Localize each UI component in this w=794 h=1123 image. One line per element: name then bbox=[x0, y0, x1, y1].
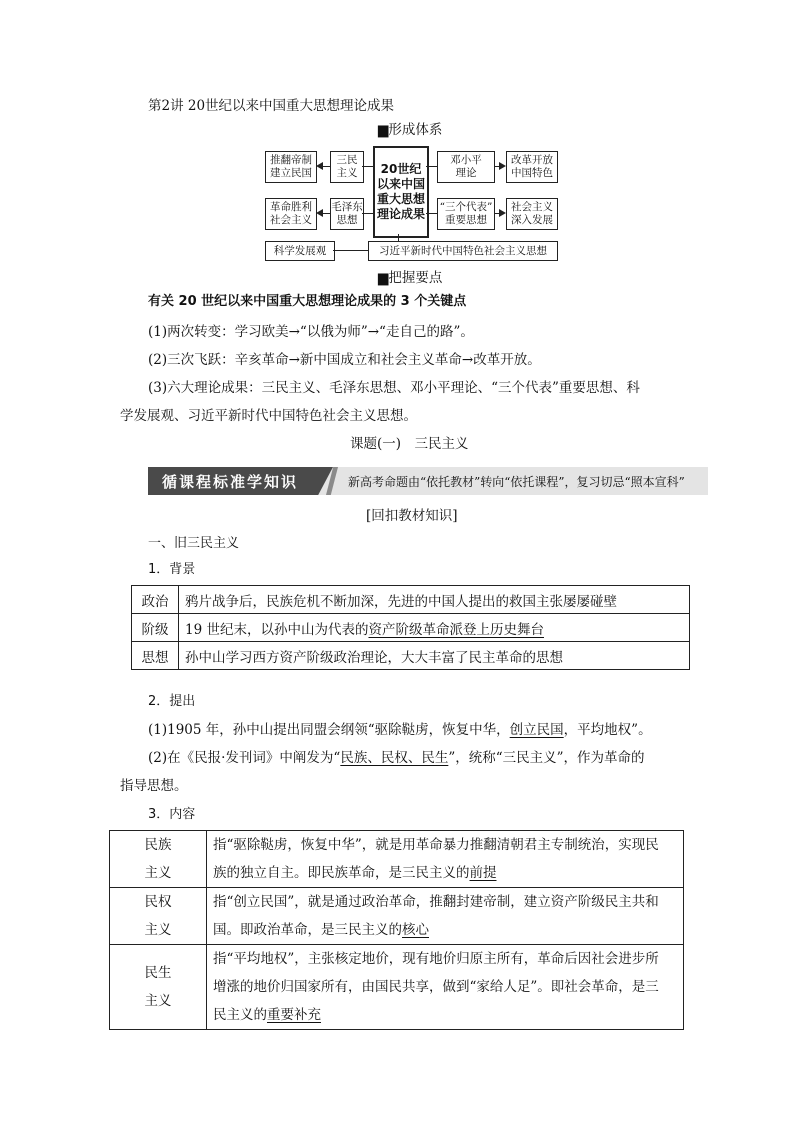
connector bbox=[322, 166, 330, 167]
page-title: 第2讲 20世纪以来中国重大思想理论成果 bbox=[148, 98, 395, 114]
table-cell-label: 思想 bbox=[132, 642, 179, 670]
table-cell-label: 民权 主义 bbox=[110, 888, 207, 945]
table-cell-label: 阶级 bbox=[132, 614, 179, 642]
keypoints-heading: 有关 20 世纪以来中国重大思想理论成果的 3 个关键点 bbox=[148, 294, 467, 309]
section-heading-keypoints: ▆把握要点 bbox=[378, 270, 443, 286]
connector bbox=[426, 213, 437, 214]
table-row bbox=[110, 831, 684, 888]
lesson-title: 课题(一) 三民主义 bbox=[350, 436, 469, 452]
diagram-row2-right: “三个代表” 重要思想 bbox=[437, 198, 495, 230]
propose-p2: (2)在《民报·发刊词》中阐发为“民族、民权、民生”，统称“三民主义”，作为革命的 bbox=[148, 750, 645, 766]
sub-heading: [回扣教材知识] bbox=[366, 508, 458, 524]
connector bbox=[333, 250, 368, 251]
connector bbox=[322, 213, 330, 214]
table-cell: 孙中山学习西方资产阶级政治理论，大大丰富了民主革命的思想 bbox=[179, 642, 690, 670]
diagram-bottom-left: 科学发展观 bbox=[265, 241, 335, 261]
diagram-row1-far: 改革开放 中国特色 bbox=[506, 151, 558, 183]
diagram-row1-right: 邓小平 理论 bbox=[437, 151, 495, 183]
diagram-row2-mid: 毛泽东 思想 bbox=[330, 198, 364, 230]
table-row bbox=[110, 945, 684, 1030]
banner-text: 新高考命题由“依托教材”转向“依托课程”，复习切忌“照本宣科” bbox=[348, 475, 685, 489]
diagram-row2-left: 革命胜利 社会主义 bbox=[265, 198, 317, 230]
diagram-center: 20世纪以来中国重大思想理论成果 bbox=[373, 146, 429, 238]
background-heading: 1．背景 bbox=[148, 562, 196, 577]
keypoint-1: (1)两次转变：学习欧美→“以俄为师”→“走自己的路”。 bbox=[148, 324, 474, 340]
table-cell: 鸦片战争后，民族危机不断加深，先进的中国人提出的救国主张屡屡碰壁 bbox=[179, 586, 690, 614]
connector bbox=[398, 234, 399, 241]
propose-p2b: 指导思想。 bbox=[120, 778, 188, 794]
content-heading: 3．内容 bbox=[148, 807, 196, 822]
table-cell-label: 民族 主义 bbox=[110, 831, 207, 888]
arrow-right-icon bbox=[499, 209, 506, 217]
keypoint-3a: (3)六大理论成果：三民主义、毛泽东思想、邓小平理论、“三个代表”重要思想、科 bbox=[148, 380, 640, 396]
keypoint-2: (2)三次飞跃：辛亥革命→新中国成立和社会主义革命→改革开放。 bbox=[148, 352, 541, 368]
table-cell-label: 民生 主义 bbox=[110, 945, 207, 1030]
background-table bbox=[131, 585, 690, 670]
table-row bbox=[132, 586, 690, 614]
table-cell-label: 政治 bbox=[132, 586, 179, 614]
table-cell: 指“驱除鞑虏，恢复中华”，就是用革命暴力推翻清朝君主专制统治，实现民 族的独立自主。即民族革命，是三民主义的前提 bbox=[207, 831, 684, 888]
table-cell: 19 世纪末，以孙中山为代表的资产阶级革命派登上历史舞台 bbox=[179, 614, 690, 642]
diagram-row2-far: 社会主义 深入发展 bbox=[506, 198, 558, 230]
table-cell: 指“创立民国”，就是通过政治革命，推翻封建帝制，建立资产阶级民主共和 国。即政治革命，是三民主义的核心 bbox=[207, 888, 684, 945]
content-table bbox=[109, 830, 684, 1030]
table-row bbox=[110, 888, 684, 945]
connector bbox=[362, 166, 373, 167]
diagram-row1-left: 推翻帝制 建立民国 bbox=[265, 151, 317, 183]
connector bbox=[362, 213, 373, 214]
table-row bbox=[132, 614, 690, 642]
section-heading-system: ▆形成体系 bbox=[378, 122, 443, 138]
propose-p1: (1)1905 年，孙中山提出同盟会纲领“驱除鞑虏，恢复中华，创立民国，平均地权”。 bbox=[148, 722, 652, 738]
diagram-bottom-right: 习近平新时代中国特色社会主义思想 bbox=[368, 241, 558, 261]
keypoint-3b: 学发展观、习近平新时代中国特色社会主义思想。 bbox=[120, 408, 417, 424]
arrow-right-icon bbox=[499, 162, 506, 170]
course-banner bbox=[148, 467, 708, 495]
section-one-title: 一、旧三民主义 bbox=[148, 536, 240, 551]
connector bbox=[426, 166, 437, 167]
banner-label: 循课程标准学知识 bbox=[162, 473, 299, 491]
diagram-row1-mid: 三民 主义 bbox=[330, 151, 364, 183]
propose-heading: 2．提出 bbox=[148, 694, 196, 709]
table-cell: 指“平均地权”，主张核定地价，现有地价归原主所有，革命后因社会进步所 增涨的地价归国家所有，由国民共享，做到“家给人足”。即社会革命，是三 民主义的重要补充 bbox=[207, 945, 684, 1030]
table-row bbox=[132, 642, 690, 670]
